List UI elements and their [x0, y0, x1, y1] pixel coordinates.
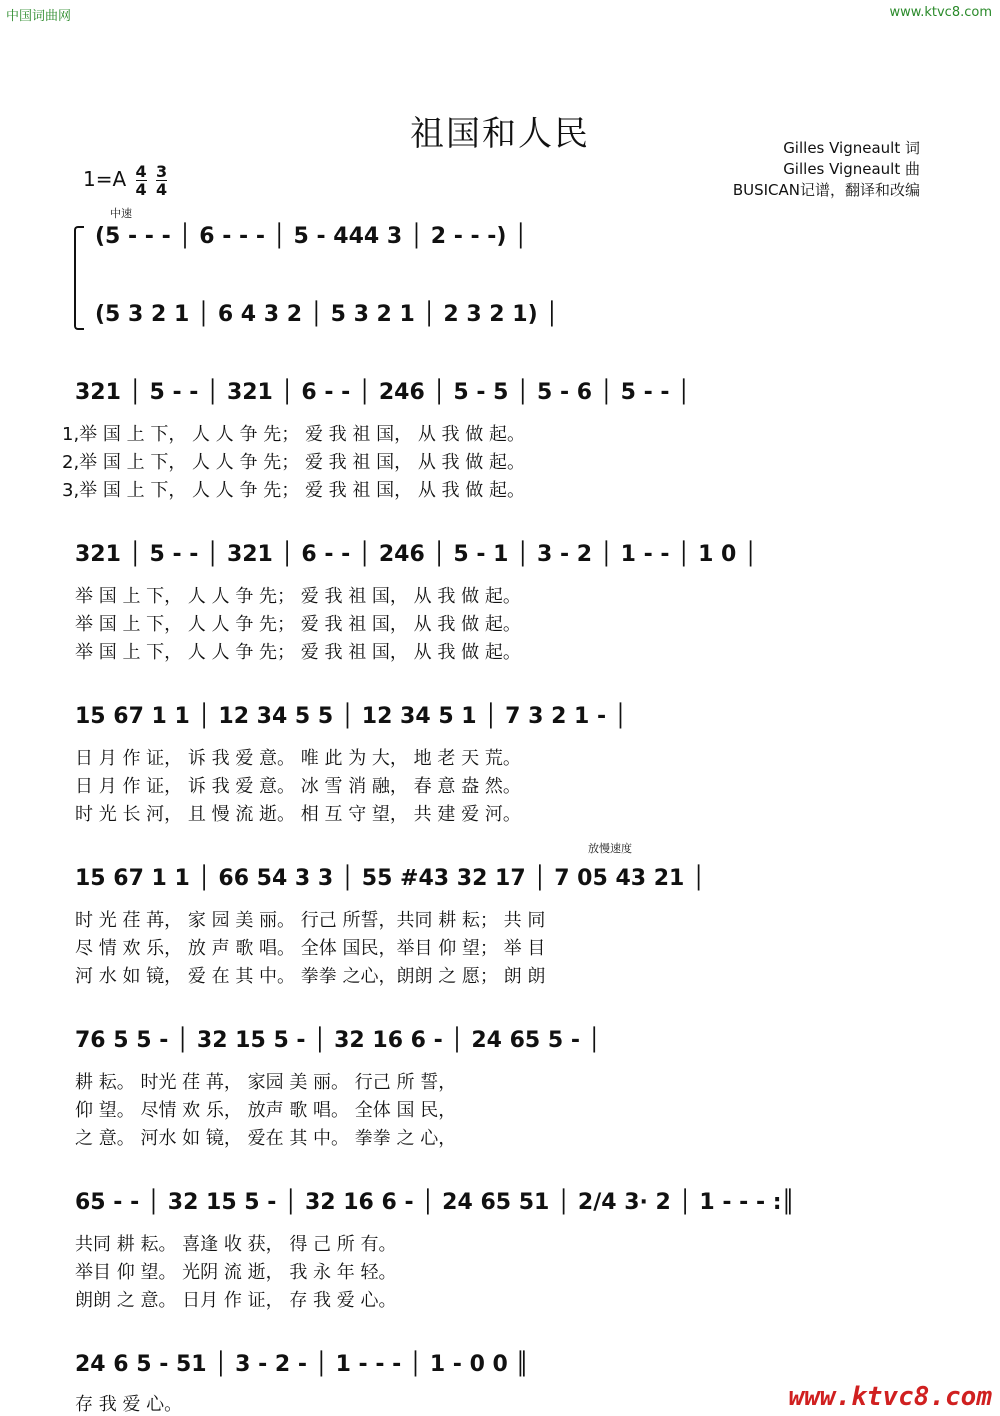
song-title: 祖国和人民: [410, 114, 590, 154]
lyrics-row-2-2: 举 国 上 下， 人 人 争 先； 爱 我 祖 国， 从 我 做 起。: [75, 614, 521, 635]
lyrics-row-2-1: 举 国 上 下， 人 人 争 先； 爱 我 祖 国， 从 我 做 起。: [75, 586, 521, 607]
credit-arranger: BUSICAN记谱，翻译和改编: [732, 181, 920, 199]
site-url-right[interactable]: www.ktvc8.com: [889, 5, 992, 20]
lyrics-row-5-3: 之 意。 河水 如 镜， 爱在 其 中。 拳拳 之 心，: [75, 1128, 457, 1149]
credit-lyricist: Gilles Vigneault 词: [783, 139, 920, 157]
lyrics-row-1-3: 3,举 国 上 下， 人 人 争 先； 爱 我 祖 国， 从 我 做 起。: [62, 480, 525, 501]
intro-line-1: (5 - - - │ 6 - - - │ 5 - 444 3 │ 2 - - -) │: [95, 224, 528, 249]
lyrics-row-6-1: 共同 耕 耘。 喜逢 收 获， 得 己 所 有。: [75, 1234, 397, 1255]
tempo-mark: 中速: [110, 207, 132, 220]
lyrics-row-1-1: 1,举 国 上 下， 人 人 争 先； 爱 我 祖 国， 从 我 做 起。: [62, 424, 525, 445]
lyrics-row-3-2: 日 月 作 证， 诉 我 爱 意。 冰 雪 消 融， 春 意 盎 然。: [75, 776, 521, 797]
lyrics-row-6-2: 举目 仰 望。 光阴 流 逝， 我 永 年 轻。: [75, 1262, 397, 1283]
staff-brace: [74, 226, 84, 330]
notes-row-4: 15 67 1 1 │ 66 54 3 3 │ 55 #43 32 17 │ 7 05 43 21 │: [75, 866, 706, 891]
notes-row-5: 76 5 5 - │ 32 15 5 - │ 32 16 6 - │ 24 65 5 - │: [75, 1028, 601, 1053]
key-label: 1=A: [83, 167, 127, 191]
intro-line-2: (5 3 2 1 │ 6 4 3 2 │ 5 3 2 1 │ 2 3 2 1) │: [95, 302, 559, 327]
time-signature-2: $\frac{3}{4}$: [156, 162, 168, 199]
key-signature: [83, 163, 167, 198]
time-signature-1: $\frac{4}{4}$: [135, 162, 147, 199]
lyrics-row-7-1: 存 我 爱 心。: [75, 1394, 183, 1415]
lyrics-row-3-3: 时 光 长 河， 且 慢 流 逝。 相 互 守 望， 共 建 爱 河。: [75, 804, 521, 825]
slowdown-mark: 放慢速度: [588, 842, 632, 855]
lyrics-row-1-2: 2,举 国 上 下， 人 人 争 先； 爱 我 祖 国， 从 我 做 起。: [62, 452, 525, 473]
lyrics-row-5-2: 仰 望。 尽情 欢 乐， 放声 歌 唱。 全体 国 民，: [75, 1100, 457, 1121]
site-name-left[interactable]: 中国词曲网: [6, 9, 72, 24]
lyrics-row-6-3: 朗朗 之 意。 日月 作 证， 存 我 爱 心。: [75, 1290, 397, 1311]
credit-composer: Gilles Vigneault 曲: [783, 160, 920, 178]
lyrics-row-4-3: 河 水 如 镜， 爱 在 其 中。 拳拳 之心，朗朗 之 愿； 朗 朗: [75, 966, 546, 987]
notes-row-3: 15 67 1 1 │ 12 34 5 5 │ 12 34 5 1 │ 7 3 2 1 - │: [75, 704, 628, 729]
notes-row-7: 24 6 5 - 51 │ 3 - 2 - │ 1 - - - │ 1 - 0 0 ║: [75, 1352, 529, 1377]
lyrics-row-2-3: 举 国 上 下， 人 人 争 先； 爱 我 祖 国， 从 我 做 起。: [75, 642, 521, 663]
watermark-logo: www.ktvc8.com: [788, 1382, 992, 1412]
lyrics-row-4-2: 尽 情 欢 乐， 放 声 歌 唱。 全体 国民，举目 仰 望； 举 目: [75, 938, 546, 959]
lyrics-row-3-1: 日 月 作 证， 诉 我 爱 意。 唯 此 为 大， 地 老 天 荒。: [75, 748, 521, 769]
notes-row-6: 65 - - │ 32 15 5 - │ 32 16 6 - │ 24 65 51 │ 2/4 3· 2 │ 1 - - - :║: [75, 1190, 795, 1215]
notes-row-2: 321 │ 5 - - │ 321 │ 6 - - │ 246 │ 5 - 1 │ 3 - 2 │ 1 - - │ 1 0 │: [75, 542, 758, 567]
lyrics-row-4-1: 时 光 荏 苒， 家 园 美 丽。 行己 所誓，共同 耕 耘； 共 同: [75, 910, 546, 931]
notes-row-1: 321 │ 5 - - │ 321 │ 6 - - │ 246 │ 5 - 5 │ 5 - 6 │ 5 - - │: [75, 380, 691, 405]
lyrics-row-5-1: 耕 耘。 时光 荏 苒， 家园 美 丽。 行己 所 誓，: [75, 1072, 457, 1093]
